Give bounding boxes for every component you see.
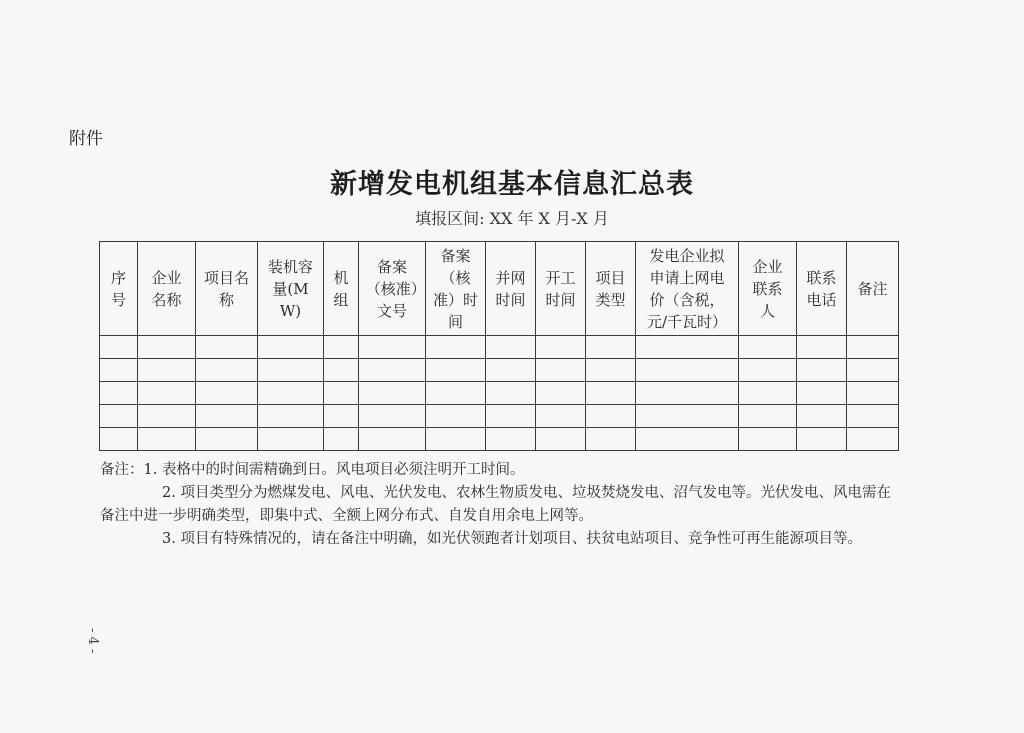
column-header (797, 242, 847, 336)
notes-section (100, 459, 900, 551)
table-cell (739, 336, 797, 359)
table-cell (138, 336, 196, 359)
table-cell (258, 359, 324, 382)
table-cell (739, 405, 797, 428)
table-cell (359, 428, 426, 451)
table-cell (100, 382, 138, 405)
column-header-label: 备注 (857, 279, 888, 298)
column-header-label: 装机容量(MW) (267, 257, 313, 320)
column-header-label: 项目名称 (203, 268, 249, 309)
table-cell (797, 359, 847, 382)
table-cell (426, 382, 486, 405)
column-header-label: 发电企业拟申请上网电价（含税，元/千瓦时） (646, 246, 728, 331)
table-cell (258, 405, 324, 428)
column-header-label: 备案（核准）文号 (365, 257, 419, 320)
note-2: 2. 项目类型分为燃煤发电、风电、光伏发电、农林生物质发电、垃圾焚烧发电、沼气发电等。光伏发电、风电需在备注中进一步明确类型，即集中式、全额上网分布式、自发自用余电上网等。 (100, 485, 891, 524)
column-header (138, 242, 196, 336)
table-cell (258, 336, 324, 359)
table-cell (739, 382, 797, 405)
table-cell (324, 382, 359, 405)
table-cell (196, 336, 258, 359)
table-cell (536, 405, 586, 428)
table-cell (426, 336, 486, 359)
column-header-label: 开工时间 (545, 268, 576, 309)
column-header-label: 项目类型 (595, 268, 626, 309)
table-cell (586, 405, 636, 428)
table-cell (797, 405, 847, 428)
table-cell (536, 382, 586, 405)
table-cell (847, 405, 899, 428)
table-cell (636, 359, 739, 382)
table-body (100, 336, 899, 451)
table-cell (324, 336, 359, 359)
column-header-label: 企业联系人 (752, 257, 783, 320)
table-cell (100, 428, 138, 451)
table-cell (138, 428, 196, 451)
column-header-label: 企业名称 (151, 268, 182, 309)
table-cell (536, 428, 586, 451)
table-row (100, 382, 899, 405)
note-1: 备注：1. 表格中的时间需精确到日。风电项目必须注明开工时间。 (100, 462, 525, 478)
table-cell (636, 428, 739, 451)
column-header (258, 242, 324, 336)
table-cell (847, 336, 899, 359)
table-cell (847, 359, 899, 382)
table-cell (739, 359, 797, 382)
attachment-label: 附件 (69, 129, 103, 149)
table-cell (486, 382, 536, 405)
table-cell (847, 428, 899, 451)
table-cell (100, 336, 138, 359)
column-header-label: 序号 (110, 268, 126, 309)
table-cell (636, 382, 739, 405)
column-header-label: 联系电话 (806, 268, 837, 309)
table-cell (138, 405, 196, 428)
table-cell (797, 382, 847, 405)
table-cell (486, 359, 536, 382)
column-header (324, 242, 359, 336)
table-cell (196, 359, 258, 382)
column-header (196, 242, 258, 336)
column-header (536, 242, 586, 336)
table-cell (426, 405, 486, 428)
column-header (847, 242, 899, 336)
reporting-period: 填报区间: XX 年 X 月-X 月 (415, 209, 609, 228)
table-cell (258, 382, 324, 405)
table-cell (486, 336, 536, 359)
column-header-label: 机组 (333, 268, 349, 309)
note-3: 3. 项目有特殊情况的，请在备注中明确，如光伏领跑者计划项目、扶贫电站项目、竞争性可再生能源项目等。 (162, 531, 862, 547)
table-cell (359, 382, 426, 405)
table-cell (426, 359, 486, 382)
table-cell (196, 405, 258, 428)
table-cell (797, 336, 847, 359)
table-cell (486, 428, 536, 451)
table-row (100, 405, 899, 428)
table-cell (797, 428, 847, 451)
table-cell (359, 336, 426, 359)
table-row (100, 336, 899, 359)
column-header (739, 242, 797, 336)
table-cell (636, 336, 739, 359)
column-header (100, 242, 138, 336)
column-header (426, 242, 486, 336)
page-number-text: - 4 - (85, 628, 100, 654)
table-cell (847, 382, 899, 405)
column-header-label: 并网时间 (495, 268, 526, 309)
table-cell (426, 428, 486, 451)
column-header (586, 242, 636, 336)
table-cell (586, 382, 636, 405)
column-header (359, 242, 426, 336)
table-row (100, 359, 899, 382)
table-cell (138, 359, 196, 382)
table-cell (586, 428, 636, 451)
table-cell (486, 405, 536, 428)
table-cell (138, 382, 196, 405)
table-cell (636, 405, 739, 428)
table-cell (536, 336, 586, 359)
column-header (486, 242, 536, 336)
table-cell (536, 359, 586, 382)
table-cell (324, 405, 359, 428)
table-cell (586, 359, 636, 382)
table-cell (258, 428, 324, 451)
table-cell (739, 428, 797, 451)
table-cell (359, 359, 426, 382)
table-row (100, 428, 899, 451)
table-cell (359, 405, 426, 428)
column-header-label: 备案（核准）时间 (432, 246, 478, 331)
generator-info-table (99, 241, 899, 451)
table-cell (196, 382, 258, 405)
table-cell (100, 359, 138, 382)
table-header-row (100, 242, 899, 336)
table-cell (100, 405, 138, 428)
table-cell (586, 336, 636, 359)
page-number (82, 628, 102, 653)
document-title: 新增发电机组基本信息汇总表 (330, 169, 694, 200)
table-cell (324, 428, 359, 451)
table-cell (324, 359, 359, 382)
table-cell (196, 428, 258, 451)
column-header (636, 242, 739, 336)
